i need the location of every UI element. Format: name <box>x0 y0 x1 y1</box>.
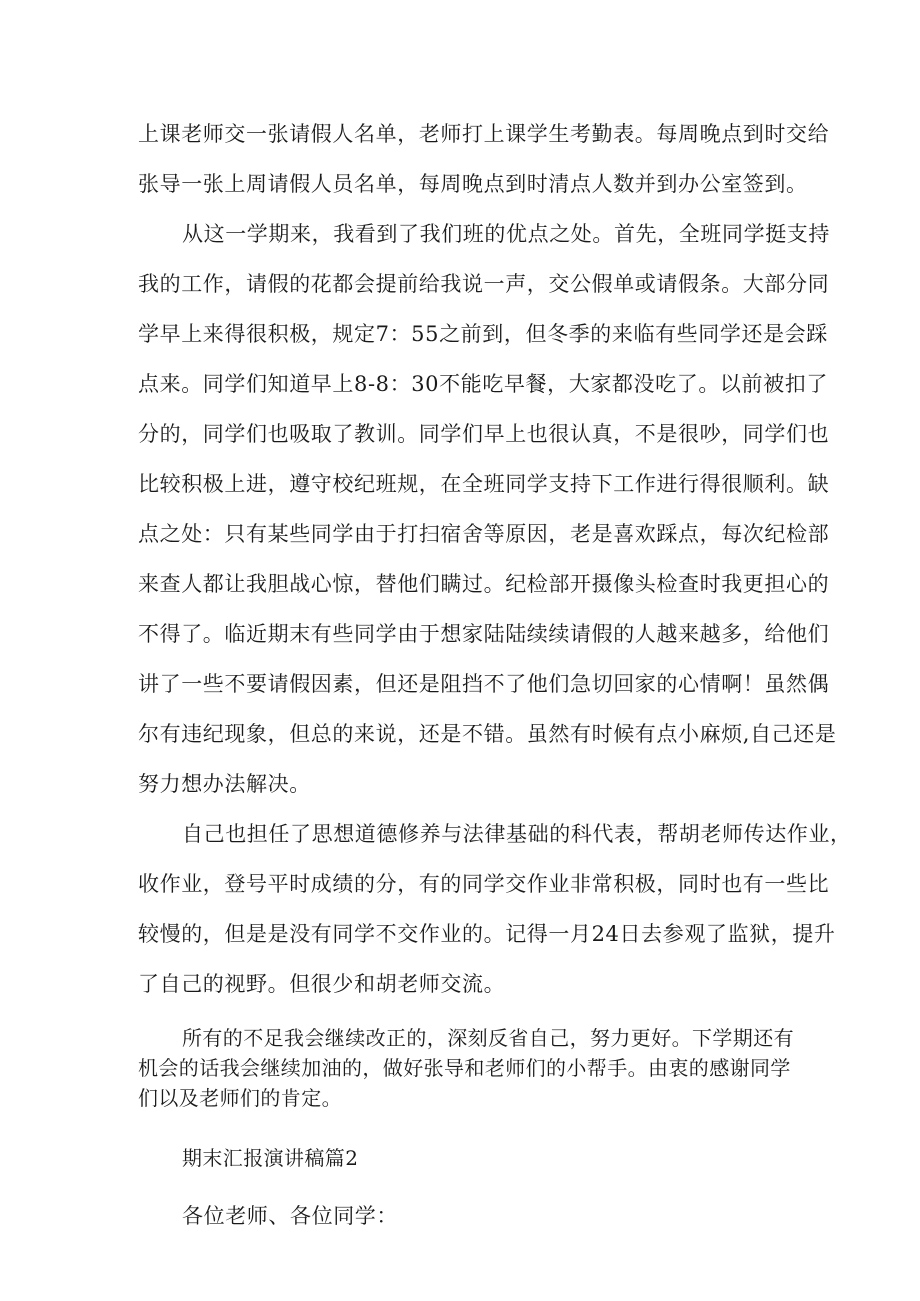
paragraph-line: 尔有违纪现象，但总的来说，还是不错。虽然有时候有点小麻烦,自己还是 <box>138 722 837 746</box>
paragraph-line: 自己也担任了思想道德修养与法律基础的科代表，帮胡老师传达作业， <box>182 822 852 846</box>
paragraph-line: 从这一学期来，我看到了我们班的优点之处。首先，全班同学挺支持 <box>182 222 830 246</box>
paragraph-line: 来查人都让我胆战心惊，替他们瞒过。纪检部开摄像头检查时我更担心的 <box>138 572 830 596</box>
paragraph-line: 张导一张上周请假人员名单，每周晚点到时清点人数并到办公室签到。 <box>138 172 808 196</box>
paragraph-line: 点来。同学们知道早上8-8：30不能吃早餐，大家都没吃了。以前被扣了 <box>138 372 828 396</box>
paragraph-line: 收作业，登号平时成绩的分，有的同学交作业非常积极，同时也有一些比 <box>138 872 830 896</box>
paragraph-line: 了自己的视野。但很少和胡老师交流。 <box>138 972 506 996</box>
paragraph-line: 较慢的，但是是没有同学不交作业的。记得一月24日去参观了监狱，提升 <box>138 922 836 946</box>
paragraph-line: 点之处：只有某些同学由于打扫宿舍等原因，老是喜欢踩点，每次纪检部 <box>138 522 830 546</box>
salutation: 各位老师、各位同学： <box>182 1204 398 1228</box>
paragraph-line: 学早上来得很积极，规定7：55之前到，但冬季的来临有些同学还是会踩 <box>138 322 828 346</box>
paragraph-line: 所有的不足我会继续改正的，深刻反省自己，努力更好。下学期还有 <box>182 1026 794 1050</box>
paragraph-line: 不得了。临近期末有些同学由于想家陆陆续续请假的人越来越多，给他们 <box>138 622 830 646</box>
paragraph-line: 上课老师交一张请假人名单，老师打上课学生考勤表。每周晚点到时交给 <box>138 122 830 146</box>
paragraph-line: 努力想办法解决。 <box>138 772 311 796</box>
section-title: 期末汇报演讲稿篇2 <box>182 1146 359 1170</box>
paragraph-line: 比较积极上进，遵守校纪班规，在全班同学支持下工作进行得很顺利。缺 <box>138 472 830 496</box>
paragraph-line: 分的，同学们也吸取了教训。同学们早上也很认真，不是很吵，同学们也 <box>138 422 830 446</box>
paragraph-line: 机会的话我会继续加油的，做好张导和老师们的小帮手。由衷的感谢同学 <box>138 1056 791 1080</box>
paragraph-line: 们以及老师们的肯定。 <box>138 1086 342 1110</box>
paragraph-line: 我的工作，请假的花都会提前给我说一声，交公假单或请假条。大部分同 <box>138 272 830 296</box>
paragraph-line: 讲了一些不要请假因素，但还是阻挡不了他们急切回家的心情啊！虽然偶 <box>138 672 830 696</box>
